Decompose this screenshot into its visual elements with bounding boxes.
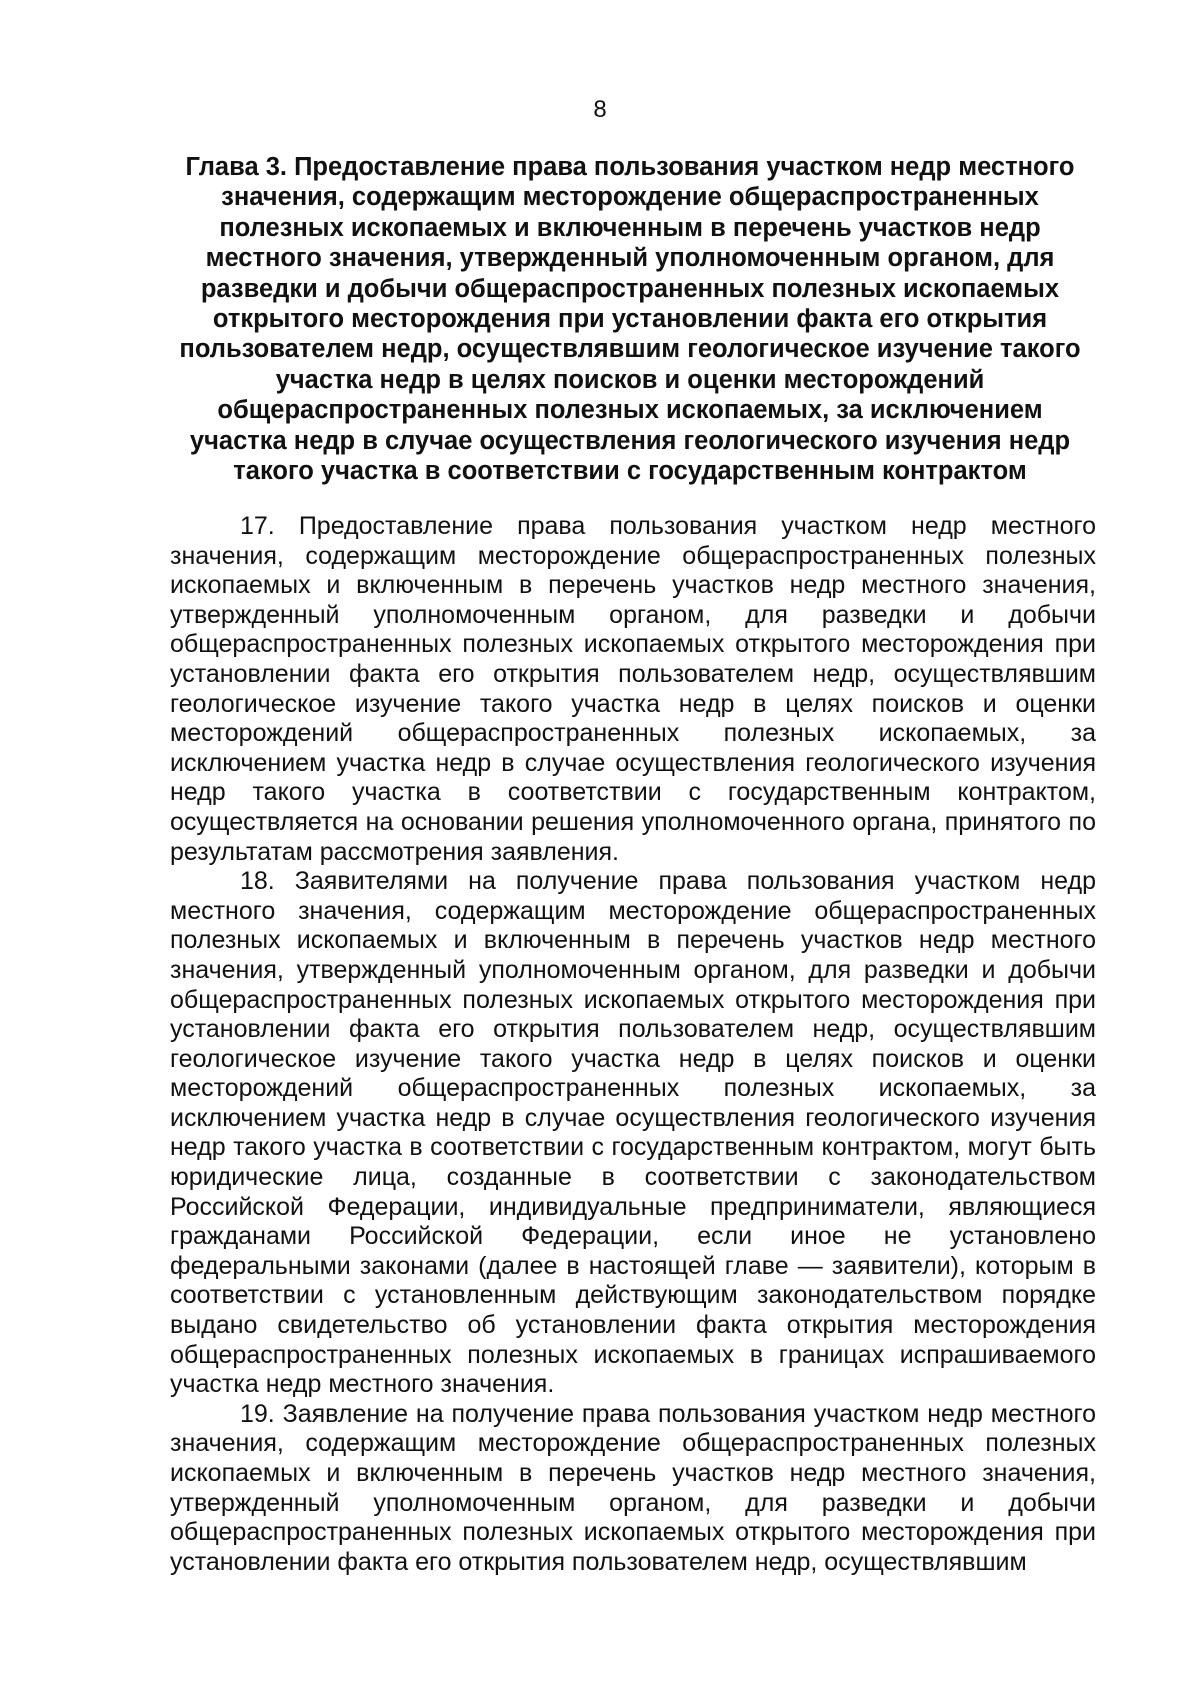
- paragraph-19: 19. Заявление на получение права пользования участком недр местного значения, содержащим месторождение общераспространенных полезных ископаемых и включенным в перечень участков недр местного значения, утвержденный уполномоченным органом, для разведки и добычи общераспространенных полезных ископаемых открытого месторождения при установлении факта его открытия пользователем недр, осуществлявшим: [170, 1399, 1096, 1576]
- page-number: 8: [593, 96, 607, 123]
- paragraph-18: 18. Заявителями на получение права пользования участком недр местного значения, содержащим месторождение общераспространенных полезных ископаемых и включенным в перечень участков недр местного значения, утвержденный уполномоченным органом, для разведки и добычи общераспространенных полезных ископаемых открытого месторождения при установлении факта его открытия пользователем недр, осуществлявшим геологическое изучение такого участка недр в целях поисков и оценки месторождений общераспространенных полезных ископаемых, за исключением участка недр в случае осуществления геологического изучения недр такого участка в соответствии с государственным контрактом, могут быть юридические лица, созданные в соответствии с законодательством Российской Федерации, индивидуальные предприниматели, являющиеся гражданами Российской Федерации, если иное не установлено федеральными законами (далее в настоящей главе — заявители), которым в соответствии с установленным действующим законодательством порядке выдано свидетельство об установлении факта открытия месторождения общераспространенных полезных ископаемых в границах испрашиваемого участка недр местного значения.: [170, 867, 1096, 1399]
- chapter-title: Глава 3. Предоставление права пользования участком недр местного значения, содержащим месторождение общераспространенных полезных ископаемых и включенным в перечень участков недр местного значения, утвержденный уполномоченным органом, для разведки и добычи общераспространенных полезных ископаемых открытого месторождения при установлении факта его открытия пользователем недр, осуществлявшим геологическое изучение такого участка недр в целях поисков и оценки месторождений общераспространенных полезных ископаемых, за исключением участка недр в случае осуществления геологического изучения недр такого участка в соответствии с государственным контрактом: [179, 153, 1081, 486]
- paragraph-17: 17. Предоставление права пользования участком недр местного значения, содержащим месторождение общераспространенных полезных ископаемых и включенным в перечень участков недр местного значения, утвержденный уполномоченным органом, для разведки и добычи общераспространенных полезных ископаемых открытого месторождения при установлении факта его открытия пользователем недр, осуществлявшим геологическое изучение такого участка недр в целях поисков и оценки месторождений общераспространенных полезных ископаемых, за исключением участка недр в случае осуществления геологического изучения недр такого участка в соответствии с государственным контрактом, осуществляется на основании решения уполномоченного органа, принятого по результатам рассмотрения заявления.: [170, 512, 1096, 866]
- body-text: [170, 512, 1096, 1577]
